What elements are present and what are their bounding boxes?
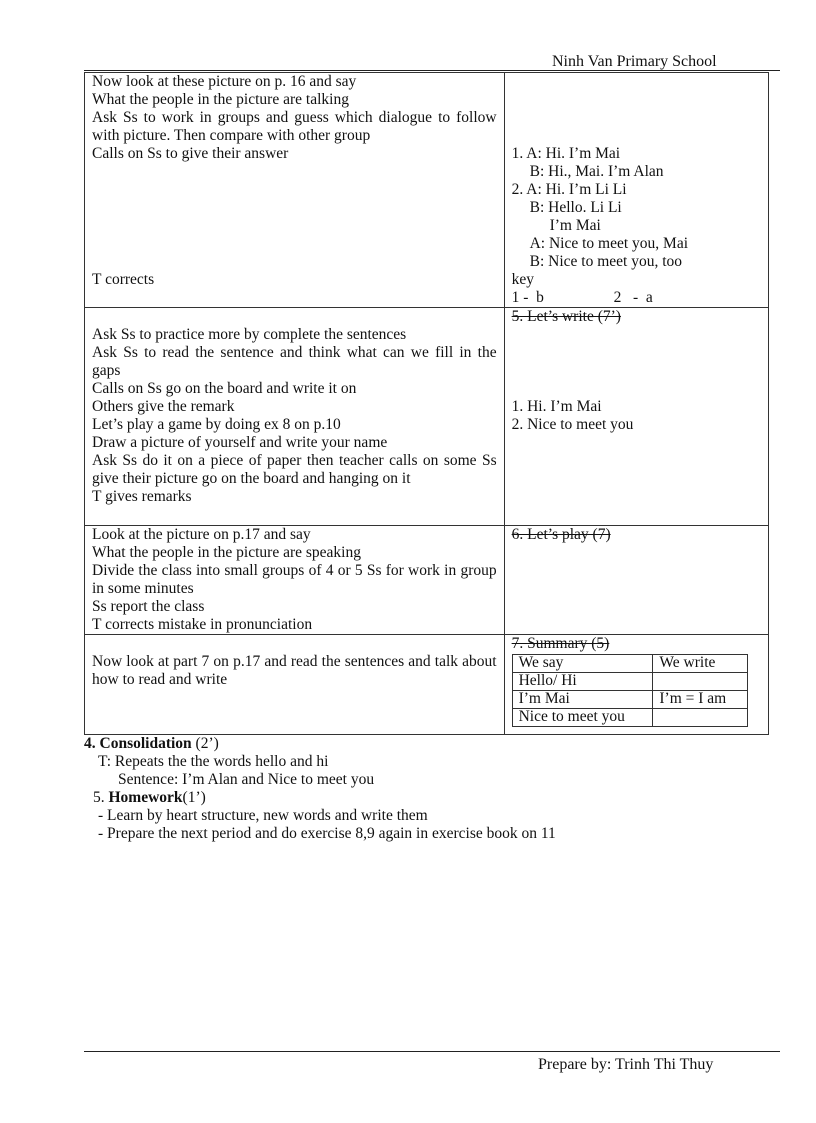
activity-line: Divide the class into small groups of 4 or 5 Ss for work in group in some minutes (92, 562, 497, 597)
homework-line: - Prepare the next period and do exercise 8,9 again in exercise book on 11 (98, 825, 556, 842)
summary-row (512, 691, 747, 709)
activity-line: What the people in the picture are speaking (92, 544, 361, 561)
table-row (85, 635, 769, 735)
activity-line: What the people in the picture are talking (92, 91, 349, 108)
dialogue-line: B: Hello. Li Li (529, 199, 622, 216)
summary-row (512, 709, 747, 727)
content-cell (504, 73, 768, 308)
summary-cell: I’m = I am (653, 691, 747, 709)
summary-cell (653, 709, 747, 727)
homework-line: - Learn by heart structure, new words and write them (98, 807, 428, 824)
activity-line: Ask Ss to read the sentence and think what can we fill in the gaps (92, 344, 497, 379)
lesson-plan-table (84, 72, 769, 735)
dialogue-line: A: Nice to meet you, Mai (529, 235, 689, 252)
teacher-activities-cell (85, 308, 505, 526)
activity-line: Calls on Ss to give their answer (92, 145, 289, 162)
content-cell (504, 526, 768, 635)
footer-divider (84, 1051, 780, 1052)
summary-cell: We write (653, 655, 747, 673)
section-heading: 5. Let’s write (7’) (511, 308, 621, 325)
activity-line: Calls on Ss go on the board and write it on (92, 380, 357, 397)
dialogue-line: 2. A: Hi. I’m Li Li (511, 181, 627, 198)
footer-author: Prepare by: Trinh Thi Thuy (538, 1056, 714, 1073)
consolidation-line: Sentence: I’m Alan and Nice to meet you (118, 771, 375, 788)
activity-line: T corrects mistake in pronunciation (92, 616, 313, 633)
teacher-activities-cell (85, 635, 505, 735)
dialogue-line: I’m Mai (549, 217, 601, 234)
summary-cell: I’m Mai (512, 691, 653, 709)
dialogue-line: B: Nice to meet you, too (529, 253, 682, 270)
sentence-line: 2. Nice to meet you (511, 416, 634, 433)
summary-row (512, 673, 747, 691)
summary-cell: Hello/ Hi (512, 673, 653, 691)
dialogue-line: 1. A: Hi. I’m Mai (511, 145, 621, 162)
dialogue-line: B: Hi., Mai. I’m Alan (529, 163, 664, 180)
summary-row (512, 655, 747, 673)
content-cell (504, 635, 768, 735)
consolidation-heading: 4. Consolidation (2’) (84, 735, 219, 752)
activity-line: Now look at these picture on p. 16 and say (92, 73, 357, 90)
activity-line: Look at the picture on p.17 and say (92, 526, 311, 543)
homework-heading: 5. Homework(1’) (93, 789, 206, 806)
activity-line: Others give the remark (92, 398, 235, 415)
table-row (85, 526, 769, 635)
table-row (85, 73, 769, 308)
school-header: Ninh Van Primary School (552, 53, 717, 70)
teacher-activities-cell (85, 526, 505, 635)
teacher-activities-cell (85, 73, 505, 308)
activity-line: Ask Ss to work in groups and guess which dialogue to follow with picture. Then compare with other group (92, 109, 497, 144)
header-divider (84, 70, 780, 71)
activity-line: Ask Ss do it on a piece of paper then teacher calls on some Ss give their picture go on the board and hanging on it (92, 452, 497, 487)
activity-line: Draw a picture of yourself and write your name (92, 434, 388, 451)
answer-key-label: key (511, 271, 534, 288)
activity-line: T corrects (92, 271, 155, 288)
table-row (85, 308, 769, 526)
summary-cell (653, 673, 747, 691)
summary-cell: We say (512, 655, 653, 673)
content-cell (504, 308, 768, 526)
summary-table (512, 654, 748, 727)
answer-key: 1 - b 2 - a (511, 289, 653, 306)
activity-line: Now look at part 7 on p.17 and read the sentences and talk about how to read and write (92, 653, 497, 688)
section-heading: 6. Let’s play (7) (511, 526, 611, 543)
activity-line: Let’s play a game by doing ex 8 on p.10 (92, 416, 341, 433)
activity-line: Ask Ss to practice more by complete the sentences (92, 326, 407, 343)
section-heading: 7. Summary (5) (511, 635, 610, 652)
consolidation-line: T: Repeats the the words hello and hi (98, 753, 329, 770)
sentence-line: 1. Hi. I’m Mai (511, 398, 602, 415)
summary-cell: Nice to meet you (512, 709, 653, 727)
activity-line: T gives remarks (92, 488, 192, 505)
closing-sections (84, 735, 774, 843)
activity-line: Ss report the class (92, 598, 205, 615)
